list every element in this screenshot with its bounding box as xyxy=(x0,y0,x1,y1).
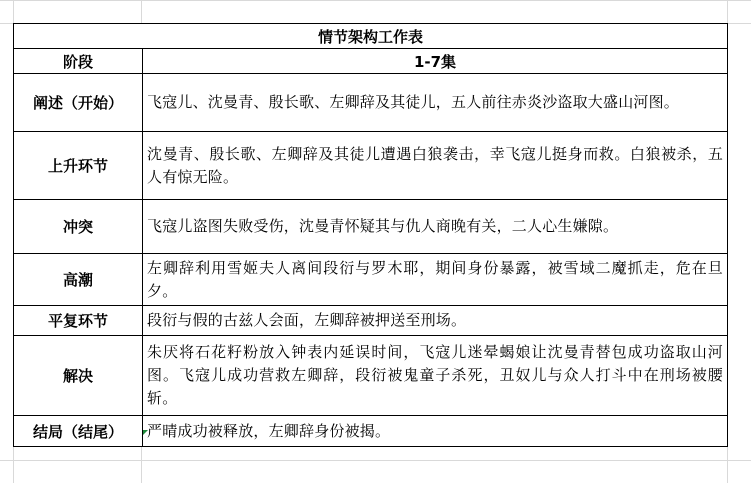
gridline xyxy=(0,0,751,1)
stage-cell[interactable]: 结局（结尾） xyxy=(14,416,143,447)
table-row xyxy=(14,306,728,336)
gridline xyxy=(0,460,751,461)
plot-structure-table xyxy=(13,23,728,447)
content-cell[interactable]: 段衍与假的古兹人会面，左卿辞被押送至刑场。 xyxy=(143,306,728,336)
stage-cell[interactable]: 阐述（开始） xyxy=(14,74,143,132)
table-title[interactable]: 情节架构工作表 xyxy=(14,24,728,49)
table-row xyxy=(14,254,728,306)
cell-comment-marker-icon xyxy=(143,430,148,435)
table-row xyxy=(14,200,728,254)
stage-cell[interactable]: 平复环节 xyxy=(14,306,143,336)
stage-cell[interactable]: 解决 xyxy=(14,336,143,416)
content-cell[interactable]: 飞寇儿盗图失败受伤，沈曼青怀疑其与仇人商晚有关，二人心生嫌隙。 xyxy=(143,200,728,254)
table-row xyxy=(14,336,728,416)
stage-cell[interactable]: 上升环节 xyxy=(14,132,143,200)
header-stage[interactable]: 阶段 xyxy=(14,49,143,74)
content-cell[interactable]: 朱厌将石花籽粉放入钟表内延误时间，飞寇儿迷晕蝎娘让沈曼青替包成功盗取山河图。飞寇儿成功营救左卿辞，段衍被鬼童子杀死，丑奴儿与众人打斗中在刑场被腰斩。 xyxy=(143,336,728,416)
header-episodes[interactable]: 1-7集 xyxy=(143,49,728,74)
content-cell[interactable]: 飞寇儿、沈曼青、殷长歌、左卿辞及其徒儿，五人前往赤炎沙盗取大盛山河图。 xyxy=(143,74,728,132)
table-row xyxy=(14,132,728,200)
content-cell[interactable]: 沈曼青、殷长歌、左卿辞及其徒儿遭遇白狼袭击，幸飞寇儿挺身而救。白狼被杀，五人有惊无险。 xyxy=(143,132,728,200)
table-row xyxy=(14,74,728,132)
table-row xyxy=(14,416,728,447)
stage-cell[interactable]: 高潮 xyxy=(14,254,143,306)
content-cell[interactable]: 严晴成功被释放，左卿辞身份被揭。 xyxy=(143,416,728,447)
stage-cell[interactable]: 冲突 xyxy=(14,200,143,254)
content-cell[interactable]: 左卿辞利用雪姬夫人离间段衍与罗木耶，期间身份暴露，被雪域二魔抓走，危在旦夕。 xyxy=(143,254,728,306)
